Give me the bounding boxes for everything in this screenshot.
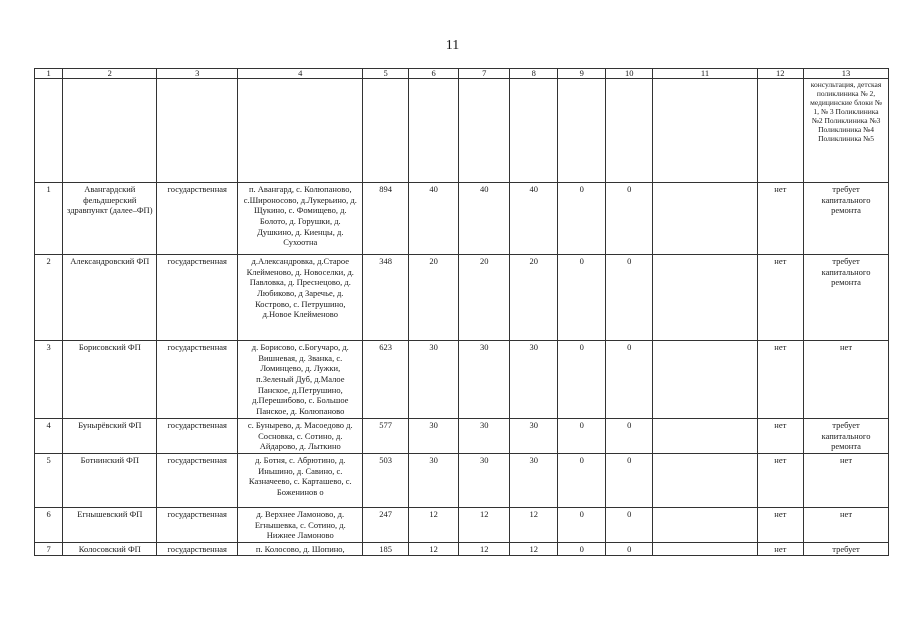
value-11	[653, 183, 757, 255]
facility-name: Егнышевский ФП	[63, 507, 157, 542]
value-12: нет	[757, 183, 803, 255]
column-header: 3	[157, 69, 238, 79]
value-8: 12	[509, 507, 558, 542]
column-header: 2	[63, 69, 157, 79]
value-9: 0	[558, 255, 606, 341]
value-12: нет	[757, 453, 803, 507]
value-12: нет	[757, 341, 803, 419]
condition: требует	[804, 542, 889, 556]
value-6: 30	[408, 453, 459, 507]
ownership-form: государственная	[157, 453, 238, 507]
table-row	[35, 453, 889, 507]
service-area: д. Ботня, с. Абрютино, д. Иньшино, д. Савино, с. Казначеево, с. Карташево, с. Боженинов о	[238, 453, 363, 507]
value-11	[653, 507, 757, 542]
value-12: нет	[757, 255, 803, 341]
service-area: д.Александровка, д.Старое Клейменово, д. Новоселки, д. Павловка, д. Преснецово, д. Любиково, д Заречье, д. Кострово, с. Петрушино, д.Новое Клейменово	[238, 255, 363, 341]
population: 577	[363, 419, 408, 454]
value-12: нет	[757, 419, 803, 454]
ownership-form: государственная	[157, 507, 238, 542]
value-10: 0	[605, 542, 653, 556]
table-row	[35, 542, 889, 556]
value-8: 30	[509, 341, 558, 419]
value-6: 12	[408, 507, 459, 542]
value-10: 0	[605, 419, 653, 454]
facility-name: Бунырёвский ФП	[63, 419, 157, 454]
population: 185	[363, 542, 408, 556]
value-9: 0	[558, 419, 606, 454]
ownership-form: государственная	[157, 255, 238, 341]
value-10: 0	[605, 341, 653, 419]
table-row	[35, 183, 889, 255]
column-header: 1	[35, 69, 63, 79]
page-number: 11	[445, 38, 460, 53]
condition: нет	[804, 341, 889, 419]
column-header: 7	[459, 69, 510, 79]
value-10: 0	[605, 507, 653, 542]
value-7: 40	[459, 183, 510, 255]
column-header: 11	[653, 69, 757, 79]
row-number: 6	[35, 507, 63, 542]
row-number: 4	[35, 419, 63, 454]
facility-name: Ботнинский ФП	[63, 453, 157, 507]
facilities-table	[34, 68, 889, 556]
header-row	[35, 69, 889, 79]
table-row	[35, 255, 889, 341]
column-header: 10	[605, 69, 653, 79]
population: 894	[363, 183, 408, 255]
facility-name: Авангардский фельдшерский здравпункт (далее–ФП)	[63, 183, 157, 255]
value-6: 30	[408, 341, 459, 419]
row-number: 7	[35, 542, 63, 556]
table-row	[35, 507, 889, 542]
value-11	[653, 341, 757, 419]
value-8: 30	[509, 419, 558, 454]
ownership-form: государственная	[157, 183, 238, 255]
facility-name: Борисовский ФП	[63, 341, 157, 419]
condition: нет	[804, 507, 889, 542]
facility-name: Колосовский ФП	[63, 542, 157, 556]
service-area: д. Борисово, с.Богучаро, д. Вишневая, д. Званка, с. Ломинцево, д. Лужки, п.Зеленый Дуб, д.Малое Панское, д.Петрушино, д.Перешибово, с. Большое Панское, д. Колюпаново	[238, 341, 363, 419]
column-header: 5	[363, 69, 408, 79]
continuation-note: консультация, детская поликлиника № 2, медицинские блоки № 1, № 3 Поликлиника №2 Поликлиника №3 Поликлиника №4 Поликлиника №5	[804, 79, 889, 183]
value-6: 20	[408, 255, 459, 341]
condition: требует капитального ремонта	[804, 255, 889, 341]
continuation-row	[35, 79, 889, 183]
row-number: 2	[35, 255, 63, 341]
population: 348	[363, 255, 408, 341]
value-12: нет	[757, 507, 803, 542]
service-area: д. Верхнее Ламоново, д. Егнышевка, с. Сотино, д. Нижнее Ламоново	[238, 507, 363, 542]
value-9: 0	[558, 341, 606, 419]
value-11	[653, 542, 757, 556]
value-8: 30	[509, 453, 558, 507]
table-row	[35, 341, 889, 419]
column-header: 8	[509, 69, 558, 79]
condition: требует капитального ремонта	[804, 183, 889, 255]
value-12: нет	[757, 542, 803, 556]
value-10: 0	[605, 255, 653, 341]
value-9: 0	[558, 453, 606, 507]
value-8: 20	[509, 255, 558, 341]
value-10: 0	[605, 453, 653, 507]
column-header: 6	[408, 69, 459, 79]
value-7: 12	[459, 542, 510, 556]
value-8: 12	[509, 542, 558, 556]
value-6: 12	[408, 542, 459, 556]
value-7: 30	[459, 453, 510, 507]
population: 503	[363, 453, 408, 507]
condition: нет	[804, 453, 889, 507]
value-9: 0	[558, 507, 606, 542]
row-number: 3	[35, 341, 63, 419]
column-header: 4	[238, 69, 363, 79]
ownership-form: государственная	[157, 542, 238, 556]
value-6: 30	[408, 419, 459, 454]
service-area: п. Авангард, с. Колюпаново, с.Широносово, д.Лукерьино, д. Щукино, с. Фомищево, д. Болото, д. Горушки, д. Душкино, д. Киенцы, д. Сухоотна	[238, 183, 363, 255]
column-header: 9	[558, 69, 606, 79]
table-row	[35, 419, 889, 454]
service-area: с. Бунырево, д. Масоедово д. Сосновка, с. Сотино, д. Айдарово, д. Лыткино	[238, 419, 363, 454]
service-area: п. Колосово, д. Шопино,	[238, 542, 363, 556]
condition: требует капитального ремонта	[804, 419, 889, 454]
column-header: 13	[804, 69, 889, 79]
value-9: 0	[558, 183, 606, 255]
value-7: 12	[459, 507, 510, 542]
value-9: 0	[558, 542, 606, 556]
value-10: 0	[605, 183, 653, 255]
column-header: 12	[757, 69, 803, 79]
value-8: 40	[509, 183, 558, 255]
value-11	[653, 255, 757, 341]
value-7: 20	[459, 255, 510, 341]
value-11	[653, 453, 757, 507]
ownership-form: государственная	[157, 419, 238, 454]
value-7: 30	[459, 341, 510, 419]
value-7: 30	[459, 419, 510, 454]
facility-name: Александровский ФП	[63, 255, 157, 341]
ownership-form: государственная	[157, 341, 238, 419]
value-11	[653, 419, 757, 454]
population: 623	[363, 341, 408, 419]
population: 247	[363, 507, 408, 542]
row-number: 1	[35, 183, 63, 255]
value-6: 40	[408, 183, 459, 255]
row-number: 5	[35, 453, 63, 507]
